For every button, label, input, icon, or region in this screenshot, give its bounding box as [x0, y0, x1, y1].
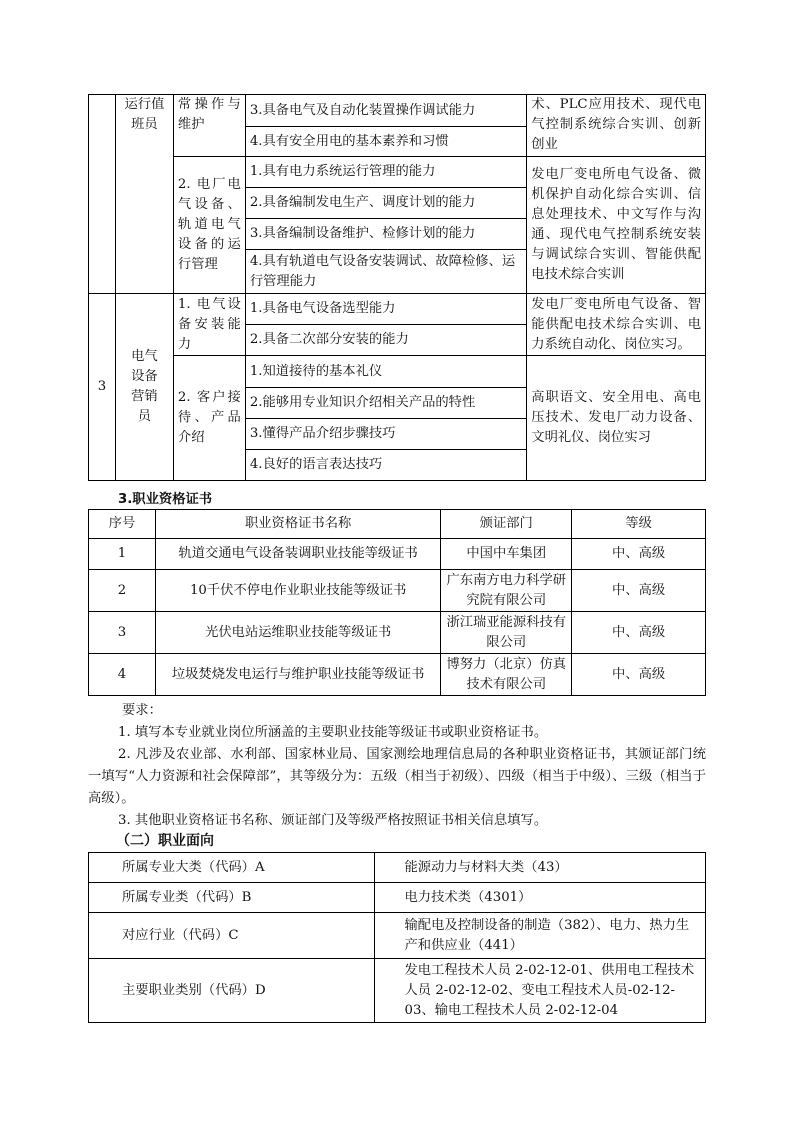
cert-no: 3 — [89, 612, 156, 654]
ability-cell: 2.具备二次部分安装的能力 — [245, 325, 526, 356]
position-text: 电气设备营销员 — [131, 349, 158, 424]
requirement-item: 3. 其他职业资格证书名称、颁证部门及等级严格按照证书相关信息填写。 — [118, 813, 548, 828]
orientation-label: 所属专业大类（代码）A — [89, 853, 375, 883]
ability-cell: 1.具备电气设备选型能力 — [245, 294, 526, 325]
requirements-block — [88, 700, 706, 832]
task-cell: 2. 客户接待、产品介绍 — [173, 356, 245, 481]
courses-cell: 发电厂变电所电气设备、智能供配电技术综合实训、电力系统自动化、岗位实习。 — [527, 294, 706, 356]
orientation-label: 对应行业（代码）C — [89, 913, 375, 959]
table-row — [89, 883, 706, 913]
table-row — [89, 539, 706, 570]
cert-no: 2 — [89, 570, 156, 612]
certificates-table — [88, 509, 706, 696]
ability-cell: 3.具备编制设备维护、检修计划的能力 — [245, 219, 526, 250]
table-row — [89, 913, 706, 959]
cert-level: 中、高级 — [572, 539, 706, 570]
task-cell: 2. 电厂电气设备、轨道电气设备的运行管理 — [173, 157, 245, 294]
row-number-empty — [89, 95, 116, 294]
header-cell: 等级 — [572, 510, 706, 539]
requirement-item: 1. 填写本专业就业岗位所涵盖的主要职业技能等级证书或职业资格证书。 — [118, 725, 548, 740]
position-text: 运行值班员 — [124, 97, 165, 132]
table-header-row — [89, 510, 706, 539]
cert-name: 光伏电站运维职业技能等级证书 — [155, 612, 440, 654]
ability-cell: 1.具有电力系统运行管理的能力 — [245, 157, 526, 188]
cert-level: 中、高级 — [572, 612, 706, 654]
header-cell: 颁证部门 — [441, 510, 572, 539]
cert-dept: 博努力（北京）仿真技术有限公司 — [441, 654, 572, 696]
cert-level: 中、高级 — [572, 570, 706, 612]
position-cell — [115, 95, 173, 294]
table-row — [89, 612, 706, 654]
requirements-title: 要求： — [122, 703, 162, 718]
ability-cell: 2.具备编制发电生产、调度计划的能力 — [245, 188, 526, 219]
certificates-heading: 3.职业资格证书 — [118, 492, 213, 507]
orientation-value: 输配电及控制设备的制造（382）、电力、热力生产和供应业（441） — [374, 913, 705, 959]
header-cell: 职业资格证书名称 — [155, 510, 440, 539]
row-number: 3 — [89, 294, 116, 481]
header-cell: 序号 — [89, 510, 156, 539]
courses-cell: 高职语文、安全用电、高电压技术、发电厂动力设备、文明礼仪、岗位实习 — [527, 356, 706, 481]
orientation-heading: （二）职业面向 — [116, 833, 214, 849]
ability-cell: 3.懂得产品介绍步骤技巧 — [245, 419, 526, 450]
cert-name: 轨道交通电气设备装调职业技能等级证书 — [155, 539, 440, 570]
table-row — [89, 959, 706, 1023]
table-row — [89, 570, 706, 612]
ability-cell: 1.知道接待的基本礼仪 — [245, 356, 526, 388]
cert-dept: 浙江瑞亚能源科技有限公司 — [441, 612, 572, 654]
table-row — [89, 853, 706, 883]
cert-dept: 中国中车集团 — [441, 539, 572, 570]
cert-no: 1 — [89, 539, 156, 570]
courses-cell: 术、PLC应用技术、现代电气控制系统综合实训、创新创业 — [527, 95, 706, 157]
ability-cell: 2.能够用专业知识介绍相关产品的特性 — [245, 388, 526, 419]
position-cell — [115, 294, 173, 481]
cert-level: 中、高级 — [572, 654, 706, 696]
task-cell: 1. 电气设备安装能力 — [173, 294, 245, 356]
orientation-table — [88, 852, 706, 1023]
orientation-label: 主要职业类别（代码）D — [89, 959, 375, 1023]
ability-cell: 4.具有安全用电的基本素养和习惯 — [245, 127, 526, 157]
cert-dept: 广东南方电力科学研究院有限公司 — [441, 570, 572, 612]
cert-name: 垃圾焚烧发电运行与维护职业技能等级证书 — [155, 654, 440, 696]
orientation-value: 电力技术类（4301） — [374, 883, 705, 913]
orientation-value: 发电工程技术人员 2-02-12-01、供用电工程技术人员 2-02-12-02、变电工程技术人员-02-12-03、输电工程技术人员 2-02-12-04 — [374, 959, 705, 1023]
task-cell: 常操作与维护 — [173, 95, 245, 157]
ability-cell: 3.具备电气及自动化装置操作调试能力 — [245, 95, 526, 127]
requirement-item: 2. 凡涉及农业部、水利部、国家林业局、国家测绘地理信息局的各种职业资格证书，其颁证部门统一填写“人力资源和社会保障部”，其等级分为：五级（相当于初级）、四级（相当于中级）、三级（相当于高级）。 — [88, 747, 706, 806]
cert-no: 4 — [89, 654, 156, 696]
cert-name: 10千伏不停电作业职业技能等级证书 — [155, 570, 440, 612]
orientation-value: 能源动力与材料大类（43） — [374, 853, 705, 883]
table-row — [89, 654, 706, 696]
ability-cell: 4.良好的语言表达技巧 — [245, 450, 526, 481]
ability-cell: 4.具有轨道电气设备安装调试、故障检修、运行管理能力 — [245, 250, 526, 294]
courses-cell: 发电厂变电所电气设备、微机保护自动化综合实训、信息处理技术、中文写作与沟通、现代电气控制系统安装与调试综合实训、智能供配电技术综合实训 — [527, 157, 706, 294]
skills-table — [88, 94, 706, 481]
orientation-label: 所属专业类（代码）B — [89, 883, 375, 913]
